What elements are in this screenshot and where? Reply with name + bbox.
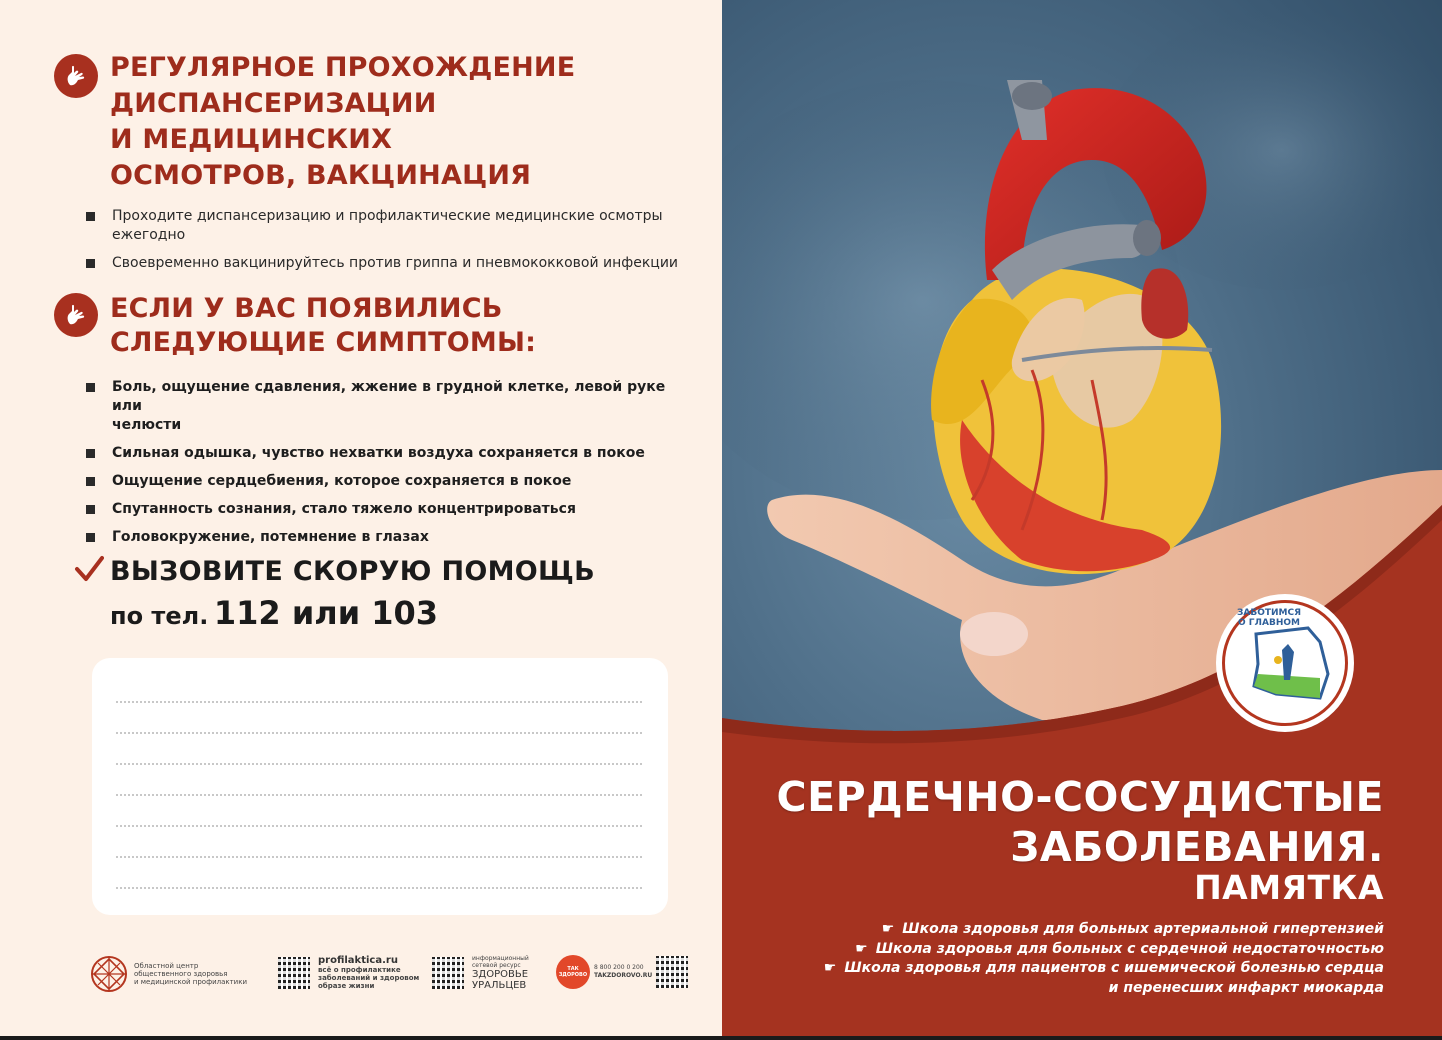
hand-icon: [54, 54, 98, 98]
call-ambulance-title: ВЫЗОВИТЕ СКОРУЮ ПОМОЩЬ: [110, 556, 596, 587]
footer-logos: [90, 955, 690, 995]
public-health-center-logo: Областной центр общественного здоровья и медицинской профилактики: [90, 955, 247, 993]
note-line: [116, 732, 642, 734]
list-item: Спутанность сознания, стало тяжело концентрироваться: [84, 500, 684, 519]
note-line: [116, 856, 642, 858]
checkmark-icon: [74, 554, 104, 584]
profilaktica-logo[interactable]: profilaktica.ru всё о профилактике заболеваний и здоровом образе жизни: [278, 955, 419, 990]
left-page: [0, 0, 722, 1036]
hand-icon: ☛: [881, 921, 895, 937]
list-item: Ощущение сердцебиения, которое сохраняется в покое: [84, 472, 684, 491]
symptoms-list: [84, 378, 684, 556]
note-line: [116, 887, 642, 889]
qr-code-icon: [656, 956, 688, 988]
notes-area[interactable]: [92, 658, 668, 915]
list-item: Своевременно вакцинируйтесь против гриппа и пневмококковой инфекции: [84, 254, 684, 273]
note-line: [116, 701, 642, 703]
qr-code-icon: [278, 957, 310, 989]
section2-title: ЕСЛИ У ВАС ПОЯВИЛИСЬ СЛЕДУЮЩИЕ СИМПТОМЫ:: [110, 293, 537, 358]
list-item: Головокружение, потемнение в глазах: [84, 528, 684, 547]
phone-numbers: по тел. 112 или 103: [110, 594, 439, 632]
bottom-strip: [0, 1036, 1442, 1040]
takzdorovo-emblem-icon: ТАК ЗДОРОВО: [556, 955, 590, 989]
qr-code-icon: [432, 957, 464, 989]
list-item: Проходите диспансеризацию и профилактические медицинские осмотры ежегодно: [84, 207, 684, 245]
section1-list: [84, 207, 684, 282]
zabotimsya-logo: ЗАБОТИМСЯ О ГЛАВНОМ: [1216, 594, 1354, 732]
hand-icon: ☛: [823, 960, 837, 976]
schools-list: [784, 920, 1384, 998]
subtitle: ПАМЯТКА: [1194, 868, 1384, 907]
list-item: ☛ Школа здоровья для больных артериальной гипертензией: [784, 920, 1384, 940]
right-page: [722, 0, 1442, 1036]
hand-icon: [54, 293, 98, 337]
list-item: Боль, ощущение сдавления, жжение в грудной клетке, левой руке или челюсти: [84, 378, 684, 435]
main-title: СЕРДЕЧНО-СОСУДИСТЫЕ ЗАБОЛЕВАНИЯ.: [776, 773, 1384, 871]
list-item: ☛ Школа здоровья для больных с сердечной недостаточностью: [784, 940, 1384, 960]
list-item: Сильная одышка, чувство нехватки воздуха сохраняется в покое: [84, 444, 684, 463]
note-line: [116, 825, 642, 827]
zdorovye-uraltsev-logo[interactable]: информационный сетевой ресурс ЗДОРОВЬЕ УРАЛЬЦЕВ: [432, 955, 529, 991]
hand-icon: ☛: [855, 940, 868, 957]
takzdorovo-logo[interactable]: ТАК ЗДОРОВО 8 800 200 0 200 TAKZDOROVO.RU: [556, 955, 688, 989]
list-item: ☛ Школа здоровья для пациентов с ишемической болезнью сердца и перенесших инфаркт миокарда: [823, 960, 1384, 996]
note-line: [116, 763, 642, 765]
section1-title: РЕГУЛЯРНОЕ ПРОХОЖДЕНИЕ ДИСПАНСЕРИЗАЦИИ И МЕДИЦИНСКИХ ОСМОТРОВ, ВАКЦИНАЦИЯ: [110, 52, 576, 191]
note-line: [116, 794, 642, 796]
center-emblem-icon: [90, 955, 128, 993]
